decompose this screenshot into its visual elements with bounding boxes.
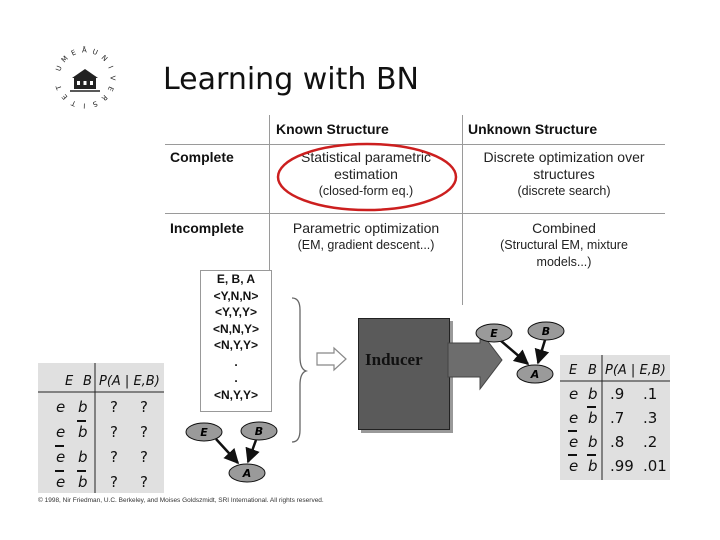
slide-title: Learning with BN bbox=[163, 62, 419, 97]
negation-bar bbox=[587, 406, 596, 408]
negation-bar bbox=[77, 470, 86, 472]
cpt-table-unknown bbox=[38, 363, 164, 493]
cpt-cell-prob: ? bbox=[140, 423, 148, 441]
cpt-cell-b: b bbox=[78, 473, 88, 491]
cpt-cell-b: b bbox=[78, 398, 88, 416]
data-row: E, B, A bbox=[216, 272, 256, 286]
cpt-cell-prob: .3 bbox=[643, 409, 658, 427]
cell-line: estimation bbox=[334, 166, 398, 182]
cpt-cell-prob: ? bbox=[140, 473, 148, 491]
seal-letter: T bbox=[70, 98, 78, 108]
cell-incomplete-unknown bbox=[463, 220, 665, 271]
left-network-diagram bbox=[180, 415, 285, 490]
cell-line: (closed-form eq.) bbox=[318, 184, 414, 198]
row-label-incomplete: Incomplete bbox=[170, 220, 244, 236]
node-label: B bbox=[541, 325, 551, 338]
cpt-cell-prob: .7 bbox=[610, 409, 625, 427]
cpt-cell-b: b bbox=[588, 385, 598, 403]
negation-bar bbox=[55, 470, 64, 472]
inducer-box bbox=[358, 318, 450, 430]
cpt-cell-e: e bbox=[569, 433, 579, 451]
training-data-list bbox=[200, 270, 272, 412]
cpt-cell-e: e bbox=[56, 473, 66, 491]
cell-line: (Structural EM, mixture bbox=[500, 238, 628, 252]
cell-line: models...) bbox=[536, 255, 592, 269]
cpt-header-e: E bbox=[569, 363, 578, 378]
seal-building-icon bbox=[70, 69, 100, 91]
node-label: E bbox=[490, 327, 498, 340]
copyright-notice: © 1998, Nir Friedman, U.C. Berkeley, and Moises Goldszmidt, SRI International. All rights reserved. bbox=[38, 497, 324, 504]
data-row: <Y,N,N> bbox=[213, 288, 259, 303]
data-row: <N,Y,Y> bbox=[213, 387, 259, 402]
cpt-cell-prob: .8 bbox=[610, 433, 625, 451]
node-label: E bbox=[200, 426, 208, 439]
cpt-cell-b: b bbox=[78, 423, 88, 441]
node-label: A bbox=[530, 368, 540, 381]
cpt-header-p: P(A | E,B) bbox=[99, 374, 160, 389]
cpt-cell-e: e bbox=[56, 423, 66, 441]
seal-letter: U bbox=[91, 47, 99, 58]
seal-letter: S bbox=[91, 99, 99, 109]
seal-letter: R bbox=[99, 93, 109, 103]
data-row: <N,Y,Y> bbox=[213, 338, 259, 352]
seal-letter: E bbox=[105, 85, 115, 93]
cpt-cell-b: b bbox=[588, 433, 598, 451]
cell-line: Parametric optimization bbox=[292, 220, 440, 236]
seal-letter: N bbox=[99, 53, 109, 64]
cpt-cell-prob: .9 bbox=[610, 385, 625, 403]
cell-line: Combined bbox=[532, 220, 596, 236]
data-row: . bbox=[234, 371, 238, 385]
cell-line: Statistical parametric bbox=[301, 149, 431, 165]
cpt-cell-prob: .99 bbox=[610, 457, 634, 475]
cpt-header-b: B bbox=[588, 363, 597, 378]
cell-complete-unknown bbox=[463, 149, 665, 200]
cpt-cell-prob: ? bbox=[110, 448, 118, 466]
cpt-cell-b: b bbox=[588, 457, 598, 475]
negation-bar bbox=[55, 445, 64, 447]
cell-incomplete-known bbox=[270, 220, 462, 254]
cpt-cell-e: e bbox=[569, 385, 579, 403]
cpt-cell-e: e bbox=[569, 409, 579, 427]
cpt-cell-e: e bbox=[569, 457, 579, 475]
cpt-header-p: P(A | E,B) bbox=[605, 363, 666, 378]
cell-line: (discrete search) bbox=[517, 184, 611, 198]
cpt-header-b: B bbox=[83, 374, 92, 389]
cpt-cell-prob: .2 bbox=[643, 433, 658, 451]
cell-line: Discrete optimization over bbox=[483, 149, 645, 165]
seal-letter: U bbox=[54, 64, 64, 73]
negation-bar bbox=[77, 420, 86, 422]
data-row: <N,N,Y> bbox=[212, 321, 260, 336]
cpt-cell-b: b bbox=[588, 409, 598, 427]
data-row: <Y,Y,Y> bbox=[214, 305, 258, 319]
cpt-cell-prob: ? bbox=[110, 398, 118, 416]
data-row: . bbox=[234, 354, 238, 369]
cpt-cell-b: b bbox=[78, 448, 88, 466]
node-label: B bbox=[254, 425, 264, 438]
seal-letter: Å bbox=[81, 46, 87, 55]
seal-letter: I bbox=[83, 101, 86, 110]
cell-line: structures bbox=[533, 166, 595, 182]
col-header-known: Known Structure bbox=[276, 121, 389, 137]
curly-brace-icon bbox=[292, 298, 306, 442]
highlight-ellipse bbox=[275, 140, 460, 215]
seal-letter: V bbox=[108, 75, 117, 81]
inducer-label: Inducer bbox=[365, 350, 423, 369]
col-header-unknown: Unknown Structure bbox=[468, 121, 598, 137]
hollow-arrow-icon bbox=[317, 348, 346, 370]
negation-bar bbox=[568, 430, 577, 432]
cpt-table-learned bbox=[560, 355, 670, 480]
seal-letter: T bbox=[54, 84, 64, 91]
cpt-cell-e: e bbox=[56, 448, 66, 466]
seal-letter: E bbox=[60, 92, 70, 102]
cpt-cell-prob: ? bbox=[110, 473, 118, 491]
node-label: A bbox=[242, 467, 252, 480]
cpt-cell-prob: ? bbox=[140, 398, 148, 416]
cpt-cell-prob: .01 bbox=[643, 457, 667, 475]
university-seal-logo bbox=[50, 40, 120, 110]
brace-and-arrow bbox=[282, 295, 362, 445]
cpt-cell-prob: ? bbox=[140, 448, 148, 466]
seal-letter: I bbox=[106, 64, 115, 70]
cpt-cell-prob: .1 bbox=[643, 385, 658, 403]
seal-letter: E bbox=[70, 48, 78, 58]
cell-line: (EM, gradient descent...) bbox=[297, 238, 435, 252]
cpt-cell-prob: ? bbox=[110, 423, 118, 441]
row-label-complete: Complete bbox=[170, 149, 234, 165]
negation-bar bbox=[568, 454, 577, 456]
cpt-header-e: E bbox=[65, 374, 74, 389]
seal-letter: M bbox=[59, 54, 70, 65]
negation-bar bbox=[587, 454, 596, 456]
cpt-cell-e: e bbox=[56, 398, 66, 416]
